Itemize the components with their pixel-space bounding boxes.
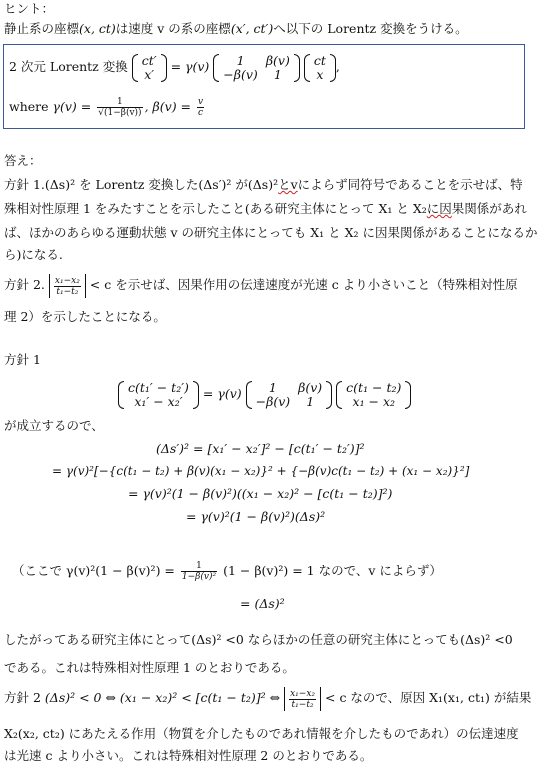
conclusion-2: である。これは特殊相対性原理 1 のとおりである。 — [4, 660, 295, 675]
s1m01: β(v) — [298, 379, 323, 395]
diff-rest-0: c(t₁ − t₂) — [346, 379, 402, 395]
beta-def: , β(v) = — [144, 99, 192, 114]
beta-fraction — [197, 97, 204, 118]
s1m10: −β(v) — [255, 393, 291, 409]
note-num: 1 — [181, 561, 217, 572]
intro-coord-1: (x, ct) — [79, 21, 116, 36]
box-eq: = γ(v) — [170, 59, 210, 74]
where-word: where — [9, 99, 49, 114]
intro-text-1: 静止系の座標 — [4, 21, 80, 36]
section2-eq-pre: (Δs)² < 0 ⇔ (x₁ − x₂)² < [c(t₁ − t₂)]² ⇔ — [44, 690, 281, 705]
section1-eq: = γ(v) — [202, 386, 242, 401]
section1-holds: が成立するので、 — [4, 418, 104, 433]
policy1-line2-end: 果関係があれ — [451, 201, 527, 216]
gamma-den: √(1−β(v)) — [98, 108, 142, 118]
beta-den: c — [198, 108, 204, 118]
diff-vector-rest — [336, 381, 411, 409]
policy2-line2: 理 2）を示したことになる。 — [4, 309, 166, 324]
vector-primed — [132, 54, 167, 82]
section2-title: 方針 2 — [4, 690, 41, 705]
vector-rest-0: ct — [313, 52, 326, 68]
lorentz-equation — [9, 53, 340, 82]
m11: 1 — [273, 66, 282, 82]
intro-text-2: は速度 v の系の座標 — [115, 21, 231, 36]
policy1-line1-text: 方針 1.(Δs)² を Lorentz 変換した(Δs′)² が(Δs)² — [4, 177, 279, 192]
policy1-line2-text: 殊相対性原理 1 をみたすことを示したこと(ある研究主体にとって X₁ と X₂ — [4, 201, 427, 216]
intro-text-3: へ以下の Lorentz 変換をうける。 — [273, 21, 468, 36]
note-fraction — [181, 561, 217, 582]
policy1-line1-squig: とv — [278, 177, 298, 192]
diff-vector-primed — [118, 381, 199, 409]
diff-primed-0: c(t₁′ − t₂′) — [128, 379, 189, 395]
hint-label: ヒント： — [4, 1, 55, 16]
gamma-def: γ(v) = — [52, 99, 92, 114]
result-line: = (Δs)² — [240, 596, 285, 611]
policy1-line3: ば、ほかのあらゆる運動状態 v の研究主体にとっても X₁ と X₂ に因果関係があることになるか — [4, 225, 538, 240]
section2-line2: X₂(x₂, ct₂) にあたえる作用（物質を介したものであれ情報を介したものであれ）の伝達速度 — [4, 726, 519, 741]
derivation-4: = γ(v)²(1 − β(v)²)(Δs)² — [186, 509, 326, 524]
derivation-2: = γ(v)²[−{c(t₁ − t₂) + β(v)(x₁ − x₂)}² + {−β(v)c(t₁ − t₂) + (x₁ − x₂)}²] — [52, 464, 470, 478]
box-label: 2 次元 Lorentz 変換 — [9, 59, 128, 74]
policy2-abs — [49, 274, 86, 298]
m00: 1 — [236, 52, 245, 68]
answer-label: 答え： — [4, 153, 42, 168]
lorentz-matrix — [213, 54, 300, 82]
intro-line — [4, 21, 468, 37]
note-den: 1−β(v)² — [181, 572, 217, 582]
intro-coord-2: (x′, ct′) — [230, 21, 274, 36]
section2-frac-den: t₁−t₂ — [291, 699, 314, 710]
diff-primed-1: x₁′ − x₂′ — [134, 393, 183, 409]
policy2-prefix: 方針 2. — [4, 277, 45, 292]
box-eq-end: , — [335, 59, 340, 74]
policy1-line1-end: によらず同符号であることを示せば、特 — [297, 177, 523, 192]
policy2-rest: < c を示せば、因果作用の伝達速度が光速 c より小さいこと（特殊相対性原 — [89, 277, 518, 292]
m10: −β(v) — [223, 66, 258, 82]
where-line — [9, 96, 206, 118]
section1-transform — [118, 376, 411, 412]
beta-num: v — [198, 97, 204, 107]
note-pre: （ここで γ(v)²(1 − β(v)²) = — [12, 563, 175, 578]
policy2-fraction — [54, 276, 81, 297]
vector-rest — [304, 54, 336, 82]
vector-rest-1: x — [316, 66, 324, 82]
derivation-1: (Δs′)² = [x₁′ − x₂′]² − [c(t₁′ − t₂′)]² — [156, 441, 365, 456]
policy1-line2-squig: に因 — [426, 201, 452, 216]
section2-fraction — [289, 689, 316, 710]
section2-line1 — [4, 686, 531, 711]
section2-abs — [284, 687, 321, 711]
note-line — [12, 559, 442, 583]
s1m00: 1 — [268, 379, 277, 395]
s1m11: 1 — [306, 393, 315, 409]
conclusion-1: したがってある研究主体にとって(Δs)² <0 ならほかの任意の研究主体にとっても(Δs)² <0 — [4, 632, 513, 647]
diff-rest-1: x₁ − x₂ — [352, 393, 396, 409]
derivation-3: = γ(v)²(1 − β(v)²)((x₁ − x₂)² − [c(t₁ − t₂)]²) — [128, 486, 393, 501]
section2-frac-num: x₁−x₂ — [290, 688, 316, 699]
m01: β(v) — [265, 52, 290, 68]
section1-matrix — [246, 381, 333, 409]
policy2-frac-den: t₁−t₂ — [56, 286, 79, 297]
policy1-line1 — [4, 177, 523, 193]
section2-eq-post: < c なので、原因 X₁(x₁, ct₁) が結果 — [325, 690, 532, 705]
gamma-fraction — [97, 97, 142, 118]
section1-title: 方針 1 — [4, 352, 41, 367]
vector-primed-0: ct′ — [141, 52, 157, 68]
note-post: (1 − β(v)²) = 1 なので、v によらず） — [223, 563, 442, 578]
vector-primed-1: x′ — [144, 66, 155, 82]
policy2-line1 — [4, 273, 518, 298]
section2-line3: は光速 c より小さい。これは特殊相対性原理 2 のとおりである。 — [4, 748, 373, 763]
policy1-line4: ら)になる. — [4, 247, 63, 262]
policy1-line2 — [4, 201, 527, 217]
policy2-frac-num: x₁−x₂ — [54, 275, 80, 286]
gamma-num: 1 — [97, 97, 142, 108]
